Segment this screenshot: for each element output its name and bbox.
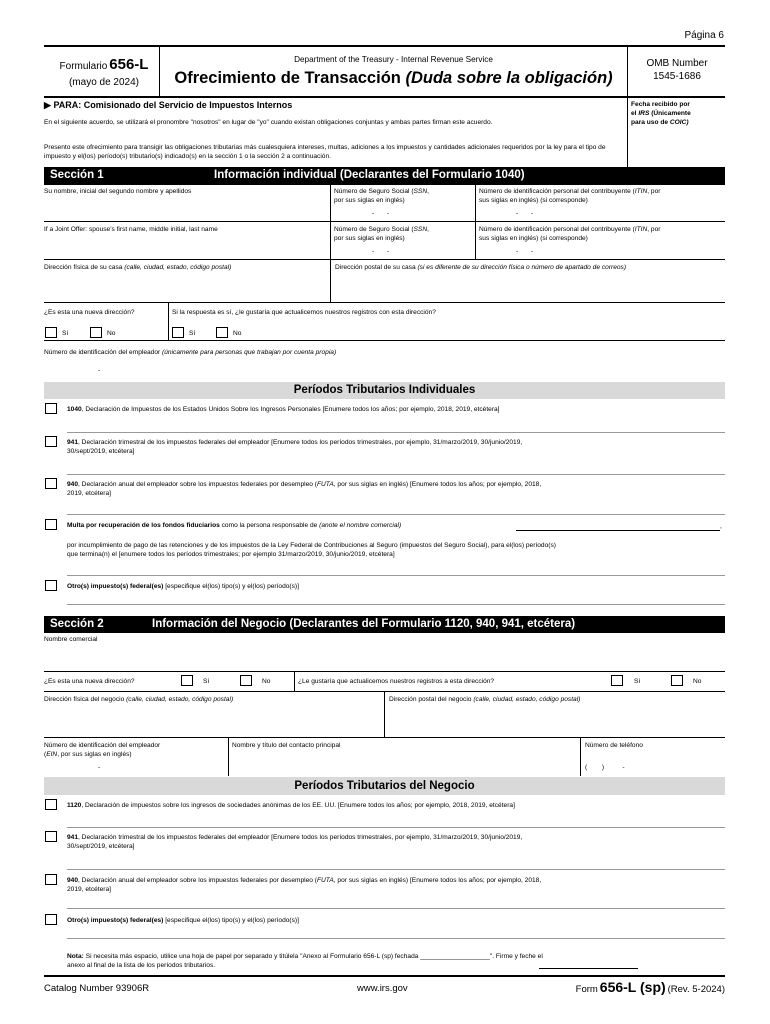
- ssn-field[interactable]: - -: [372, 210, 390, 217]
- business-update-question: ¿Le gustaría que actualicemos nuestros registros a esta dirección?: [298, 678, 495, 685]
- section-2-label: Sección 2: [50, 618, 104, 630]
- business-new-address-question: ¿Es esta una nueva dirección?: [44, 678, 135, 685]
- ein-field[interactable]: -: [98, 367, 101, 374]
- catalog-number: Catalog Number 93906R: [44, 983, 150, 994]
- business-ein-label: Número de identificación del empleador (EIN, por sus siglas en inglés): [44, 742, 161, 758]
- trust-fund-penalty-details: por incumplimiento de pago de las retenciones y de los impuestos de la Ley Federal de Contribuciones al Seguro (impuestos del Seguro Social), para el(los) período(s) que termina(n) el [enumere todos los períodos trimestrales; por ejemplo 31/marzo/2019, 30/junio/2019, etcétera]: [67, 542, 556, 558]
- itin-label: Número de identificación personal del contribuyente (ITIN, por sus siglas en inglés) (si corresponde): [479, 188, 661, 204]
- footer-form-id: [576, 979, 725, 995]
- new-address-yes-checkbox[interactable]: [45, 327, 57, 338]
- no-label: No: [107, 330, 116, 337]
- form-title: [160, 69, 627, 88]
- para-p1: En el siguiente acuerdo, se utilizará el pronombre "nosotros" en lugar de "yo" cuando existan obligaciones conjuntas y ambas partes firman este acuerdo.: [44, 119, 493, 126]
- form-number: 656-L: [109, 56, 149, 73]
- form-941-text: 941, Declaración trimestral de los impuestos federales del empleador [Enumere todos los períodos trimestrales, por ejemplo, 31/marzo/2019, 30/junio/2019, 30/sept/2019, etcétera]: [67, 439, 523, 455]
- spouse-name-field[interactable]: [44, 223, 329, 259]
- new-address-question: ¿Es esta una nueva dirección?: [44, 309, 135, 316]
- form-1120-text: 1120, Declaración de impuestos sobre los ingresos de sociedades anónimas de los EE. UU. [Enumere todos los años; por ejemplo, 2018, 2019, etcétera]: [67, 802, 515, 809]
- fecha-line-2: el IRS (Únicamente: [631, 110, 691, 117]
- update-records-question: Si la respuesta es sí, ¿le gustaría que actualicemos nuestros registros con esta dirección?: [172, 309, 436, 316]
- spouse-itin-label: Número de identificación personal del contribuyente (ITIN, por sus siglas en inglés) (si corresponde): [479, 226, 661, 242]
- home-address-label: Dirección física de su casa (calle, ciudad, estado, código postal): [44, 264, 232, 271]
- name-field[interactable]: [44, 186, 329, 221]
- form-941-checkbox[interactable]: [45, 436, 57, 447]
- ssn-label: Número de Seguro Social (SSN, por sus siglas en inglés): [334, 188, 429, 204]
- spouse-ssn-label: Número de Seguro Social (SSN, por sus siglas en inglés): [334, 226, 429, 242]
- para-heading: [44, 100, 292, 111]
- other-tax-checkbox[interactable]: [45, 580, 57, 591]
- form-1120-checkbox[interactable]: [45, 799, 57, 810]
- para-heading-text: PARA: Comisionado del Servicio de Impuestos Internos: [53, 100, 293, 110]
- section-1-header: [44, 167, 725, 185]
- arrow-icon: ▶: [44, 100, 51, 110]
- no-label: No: [233, 330, 242, 337]
- section-2-header: [44, 616, 725, 633]
- omb-number: 1545-1686: [653, 71, 701, 82]
- business-new-address-yes-checkbox[interactable]: [181, 675, 193, 686]
- omb-label: OMB Number: [646, 58, 708, 69]
- title-italic: (Duda sobre la obligación): [405, 69, 613, 87]
- name-label: Su nombre, inicial del segundo nombre y apellidos: [44, 188, 192, 195]
- business-941-text: 941, Declaración trimestral de los impuestos federales del empleador [Enumere todos los períodos trimestrales, por ejemplo, 31/marzo/2019, 30/junio/2019, 30/sept/2019, etcétera]: [67, 834, 523, 850]
- no-label: No: [262, 678, 271, 685]
- department: Department of the Treasury - Internal Revenue Service: [294, 55, 493, 64]
- itin-field[interactable]: - -: [516, 210, 534, 217]
- business-periods-header: Períodos Tributarios del Negocio: [44, 777, 725, 795]
- new-address-no-checkbox[interactable]: [90, 327, 102, 338]
- business-name-label: Nombre comercial: [44, 636, 98, 643]
- business-other-tax-text: Otro(s) impuesto(s) federal(es) [especifique el(los) tipo(s) y el(los) período(s)]: [67, 917, 299, 924]
- individual-periods-header: Períodos Tributarios Individuales: [44, 382, 725, 399]
- fecha-line-3: para uso de COIC): [631, 119, 689, 126]
- business-update-yes-checkbox[interactable]: [611, 675, 623, 686]
- footer-form-word: Form: [575, 984, 598, 995]
- footer-revision: (Rev. 5-2024): [667, 984, 725, 995]
- website: www.irs.gov: [357, 983, 408, 994]
- note-text: Nota: Si necesita más espacio, utilice una hoja de papel por separado y titúlela "Anexo al Formulario 656-L (sp) fechada ___________________". Firme y feche el anexo al final de la lista de los períodos tributarios.: [67, 953, 543, 969]
- business-mailing-label: Dirección postal del negocio (calle, ciudad, estado, código postal): [389, 696, 581, 703]
- business-name-line[interactable]: [516, 530, 720, 531]
- other-tax-text: Otro(s) impuesto(s) federal(es) [especifique el(los) tipo(s) y el(los) período(s)]: [67, 583, 299, 590]
- ein-label: Número de identificación del empleador (únicamente para personas que trabajan por cuenta propia): [44, 349, 337, 356]
- footer-form-number: 656-L (sp): [599, 979, 666, 995]
- section-2-title: Información del Negocio (Declarantes del Formulario 1120, 940, 941, etcétera): [152, 618, 576, 630]
- form-940-checkbox[interactable]: [45, 478, 57, 489]
- section-1-title: Información individual (Declarantes del Formulario 1040): [214, 169, 525, 181]
- business-940-checkbox[interactable]: [45, 874, 57, 885]
- phone-field[interactable]: ( ) -: [585, 764, 625, 771]
- para-p2: Presento este ofrecimiento para transigir las obligaciones tributarias más cualesquiera intereses, multas, adiciones a los impuestos y cantidades adicionales requeridos por la ley para el tipo de impuesto y el(los) período(s) tributario(s) indicado(s) en la sección 1 o la sección 2 a continuación.: [44, 144, 606, 160]
- irs-received-date: [631, 100, 727, 127]
- business-941-checkbox[interactable]: [45, 831, 57, 842]
- comma: ,: [720, 523, 722, 530]
- form-id-block: [50, 56, 158, 73]
- business-name-field[interactable]: [44, 644, 725, 670]
- spouse-ssn-field[interactable]: - -: [372, 248, 390, 255]
- section-1-label: Sección 1: [50, 169, 104, 181]
- phone-label: Número de teléfono: [585, 742, 643, 749]
- update-yes-checkbox[interactable]: [172, 327, 184, 338]
- no-label: No: [693, 678, 702, 685]
- business-address-label: Dirección física del negocio (calle, ciudad, estado, código postal): [44, 696, 234, 703]
- yes-label: Sí: [203, 678, 210, 685]
- yes-label: Sí: [189, 330, 196, 337]
- form-1040-text: 1040, Declaración de Impuestos de los Estados Unidos Sobre los Ingresos Personales [Enumere todos los años; por ejemplo, 2018, 2019, etcétera]: [67, 406, 500, 413]
- business-new-address-no-checkbox[interactable]: [240, 675, 252, 686]
- fecha-line-1: Fecha recibido por: [631, 101, 690, 108]
- yes-label: Sí: [634, 678, 641, 685]
- spouse-itin-field[interactable]: - -: [516, 248, 534, 255]
- business-ein-field[interactable]: -: [98, 764, 101, 771]
- joint-offer-label: If a Joint Offer: spouse's first name, middle initial, last name: [44, 226, 218, 233]
- business-update-no-checkbox[interactable]: [671, 675, 683, 686]
- yes-label: Sí: [62, 330, 69, 337]
- update-no-checkbox[interactable]: [216, 327, 228, 338]
- form-date: (mayo de 2024): [68, 77, 140, 88]
- page-number: Página 6: [684, 30, 724, 41]
- business-other-tax-checkbox[interactable]: [45, 914, 57, 925]
- business-940-text: 940, Declaración anual del empleador sobre los impuestos federales por desempleo (FUTA, por sus siglas en inglés) [Enumere todos los años; por ejemplo, 2018, 2019, etcétera]: [67, 877, 542, 893]
- trust-fund-penalty-checkbox[interactable]: [45, 519, 57, 530]
- form-prefix: Formulario: [59, 61, 108, 72]
- contact-label: Nombre y título del contacto principal: [232, 742, 341, 749]
- title-main: Ofrecimiento de Transacción: [174, 69, 401, 87]
- form-940-text: 940, Declaración anual del empleador sobre los impuestos federales por desempleo (FUTA, por sus siglas en inglés) [Enumere todos los años; por ejemplo, 2018, 2019, etcétera]: [67, 481, 542, 497]
- mailing-address-label: Dirección postal de su casa (si es diferente de su dirección física o número de apartado de correos): [335, 264, 627, 271]
- form-1040-checkbox[interactable]: [45, 403, 57, 414]
- note-date-line[interactable]: [539, 968, 638, 969]
- trust-fund-penalty-text: Multa por recuperación de los fondos fiduciarios como la persona responsable de (anote el nombre comercial): [67, 522, 402, 529]
